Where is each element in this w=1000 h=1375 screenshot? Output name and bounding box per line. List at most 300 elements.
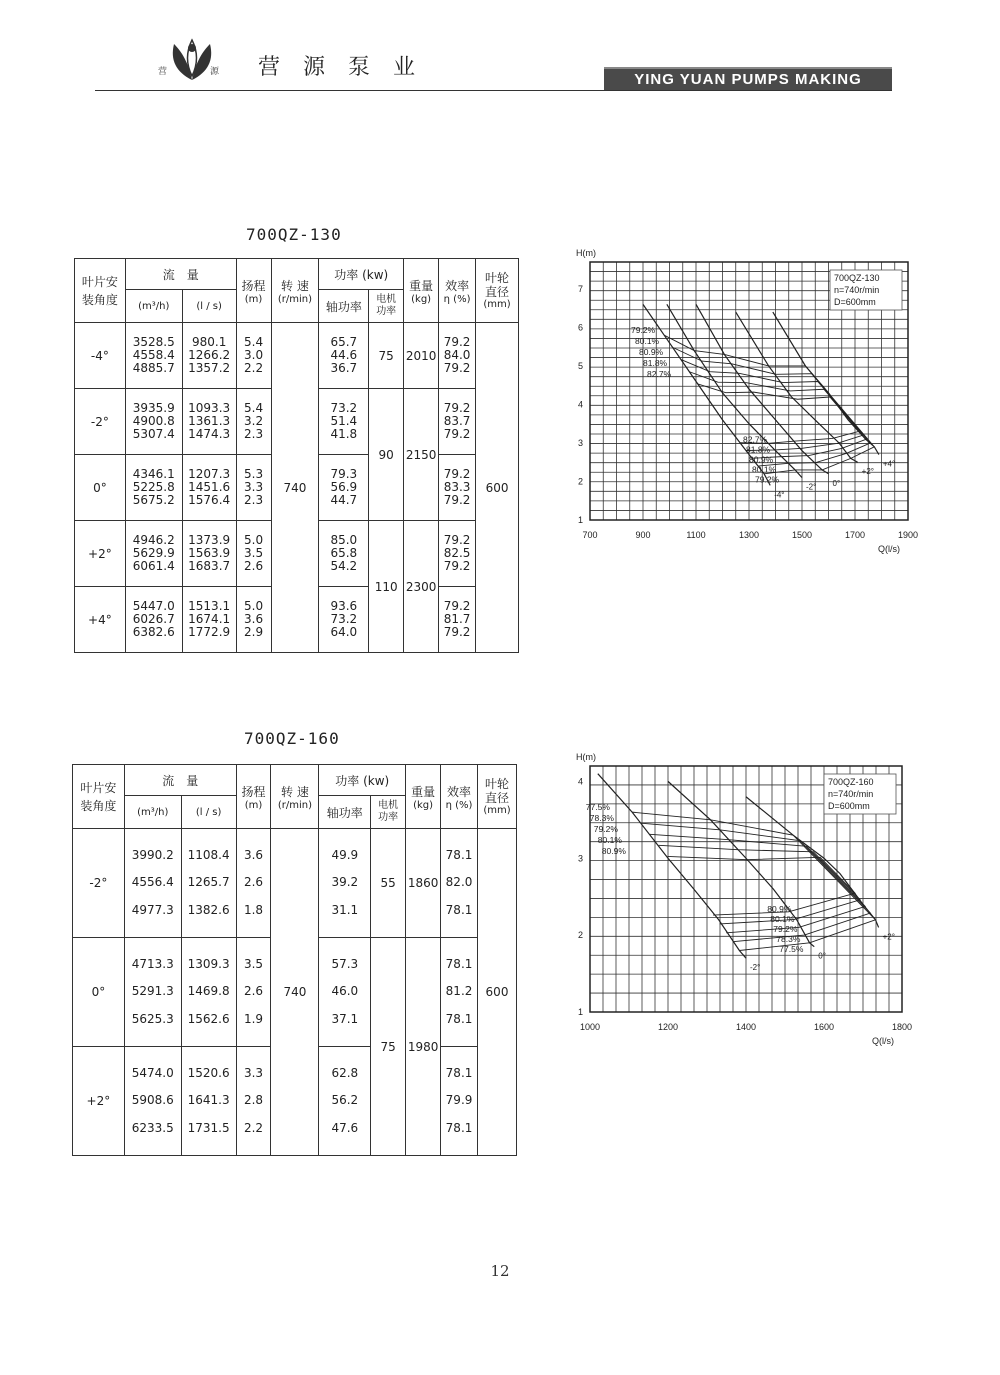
y-tick-label: 5 (577, 360, 583, 371)
header-speed: 转 速 (281, 784, 309, 799)
efficiency-label: 80.1% (752, 464, 777, 475)
shaft-power: 73.2 (330, 612, 358, 626)
head-cell (236, 1047, 271, 1156)
page-number: 12 (490, 1262, 510, 1280)
efficiency-label: 82.7% (647, 369, 672, 380)
x-axis-label: Q(l/s) (872, 1036, 894, 1046)
efficiency: 78.1 (445, 1120, 473, 1135)
impeller-diameter: 600 (478, 829, 517, 1156)
header-shaft-power: 轴功率 (319, 796, 371, 829)
shaft-power: 44.7 (330, 493, 358, 507)
efficiency-label: 80.9% (639, 347, 664, 358)
head: 2.6 (243, 875, 264, 890)
shaft-power: 64.0 (330, 625, 358, 639)
flow-ls: 1772.9 (188, 625, 231, 639)
flow-m3h: 5675.2 (132, 493, 175, 507)
flow-ls: 1093.3 (188, 401, 231, 415)
efficiency-label: 80.9% (749, 454, 774, 465)
flow-m3h: 6382.6 (132, 625, 175, 639)
brand-name: 营 源 泵 业 (258, 55, 423, 80)
motor-power: 90 (369, 389, 404, 521)
efficiency: 79.9 (445, 1093, 473, 1108)
flow-ls: 1562.6 (187, 1011, 230, 1026)
y-tick-label: 6 (577, 322, 583, 333)
weight: 1860 (406, 829, 441, 938)
head-curve-plus2deg (746, 797, 879, 928)
flow-m3h: 6061.4 (132, 559, 175, 573)
efficiency: 83.7 (443, 414, 471, 428)
header-efficiency: 效率 (447, 784, 472, 799)
shaft-power: 47.6 (331, 1120, 359, 1135)
efficiency-contour (650, 834, 865, 933)
header-head-cell (236, 259, 271, 323)
flow-m3h: 4885.7 (132, 361, 175, 375)
flow-m3h: 3990.2 (131, 847, 174, 862)
y-tick-label: 4 (577, 776, 583, 787)
y-tick-label: 1 (577, 1007, 583, 1017)
efficiency: 79.2 (443, 467, 471, 481)
weight: 2300 (404, 521, 439, 653)
flow-m3h: 5625.3 (131, 1011, 174, 1026)
flow-m3h: 3935.9 (132, 401, 175, 415)
head: 2.2 (243, 1120, 264, 1135)
header-weight-unit: (kg) (413, 799, 434, 811)
y-axis-label: H(m) (576, 248, 596, 258)
y-tick-label: 2 (577, 476, 583, 487)
flow-m3h-cell (125, 323, 182, 389)
efficiency: 79.2 (443, 335, 471, 349)
efficiency: 79.2 (443, 401, 471, 415)
shaft-power: 36.7 (330, 361, 358, 375)
header-speed: 转 速 (281, 278, 309, 293)
head: 2.2 (244, 361, 264, 375)
efficiency: 78.1 (445, 902, 473, 917)
flow-ls: 1474.3 (188, 427, 231, 441)
head: 3.3 (244, 480, 264, 494)
efficiency-label: 80.1% (635, 336, 660, 347)
flow-ls: 1674.1 (188, 612, 231, 626)
efficiency: 84.0 (443, 348, 471, 362)
speed: 740 (271, 829, 319, 1156)
head: 2.6 (244, 559, 264, 573)
flow-m3h: 4556.4 (131, 875, 174, 890)
efficiency-cell (439, 389, 476, 455)
head: 1.8 (243, 902, 264, 917)
performance-chart-700qz-160 (560, 752, 920, 1055)
head: 2.9 (244, 625, 264, 639)
shaft-power: 73.2 (330, 401, 358, 415)
header-speed-cell (271, 259, 319, 323)
angle-label: +2° (882, 932, 895, 942)
flow-m3h: 5908.6 (131, 1093, 174, 1108)
header-flow-ls: (l / s) (181, 796, 236, 829)
flow-m3h-cell (125, 587, 182, 653)
x-tick-label: 1200 (657, 1022, 679, 1032)
info-text: n=740r/min (828, 789, 874, 799)
efficiency: 79.2 (443, 599, 471, 613)
head-cell (236, 829, 271, 938)
efficiency-label: 79.2% (631, 325, 656, 336)
header-impeller: 叶轮直径 (485, 271, 510, 299)
shaft-power: 56.2 (331, 1093, 359, 1108)
head: 5.4 (244, 401, 264, 415)
blade-angle: -4° (75, 323, 126, 389)
efficiency-cell (441, 938, 478, 1047)
shaft-power-cell (319, 587, 369, 653)
header-speed-cell (271, 765, 319, 829)
head-cell (236, 938, 271, 1047)
flow-m3h: 5225.8 (132, 480, 175, 494)
efficiency-label: 81.8% (746, 444, 771, 455)
header-weight-cell (404, 259, 439, 323)
shaft-power: 57.3 (331, 956, 359, 971)
performance-chart-700qz-130 (560, 248, 920, 561)
x-tick-label: 1100 (686, 530, 706, 540)
header-motor-power: 电机功率 (369, 290, 404, 323)
y-tick-label: 4 (577, 399, 583, 410)
speed: 740 (271, 323, 319, 653)
weight: 1980 (406, 938, 441, 1156)
head: 3.2 (244, 414, 264, 428)
efficiency: 78.1 (445, 956, 473, 971)
weight: 2150 (404, 389, 439, 521)
efficiency-label: 81.8% (643, 358, 668, 369)
flow-ls: 1563.9 (188, 546, 231, 560)
flow-ls: 1683.7 (188, 559, 231, 573)
efficiency: 78.1 (445, 1011, 473, 1026)
header-efficiency-unit: η (%) (443, 293, 471, 305)
x-tick-label: 1700 (844, 530, 866, 540)
header-power: 功率 (kw) (319, 259, 404, 290)
header-head: 扬程 (241, 278, 266, 293)
efficiency-label: 77.5% (779, 943, 804, 954)
efficiency-cell (439, 323, 476, 389)
head-curve-minus2deg (667, 304, 802, 477)
flow-ls-cell (182, 389, 236, 455)
model-title-700qz-160: 700QZ-160 (244, 729, 340, 748)
shaft-power: 65.8 (330, 546, 358, 560)
flow-ls: 1373.9 (188, 533, 231, 547)
header-flow: 流 量 (125, 259, 236, 290)
x-tick-label: 1800 (891, 1022, 913, 1032)
y-tick-label: 1 (577, 515, 583, 525)
head: 5.3 (244, 467, 264, 481)
flow-m3h-cell (124, 1047, 181, 1156)
shaft-power: 79.3 (330, 467, 358, 481)
blade-angle: 0° (75, 455, 126, 521)
y-tick-label: 3 (577, 437, 583, 448)
info-text: D=600mm (828, 801, 870, 811)
efficiency-label: 78.3% (776, 933, 801, 944)
shaft-power: 39.2 (331, 875, 359, 890)
flow-ls: 1108.4 (187, 847, 230, 862)
shaft-power-cell (319, 938, 371, 1047)
efficiency-label: 79.2% (593, 824, 618, 835)
efficiency-label: 80.9% (767, 903, 792, 914)
shaft-power-cell (319, 521, 369, 587)
flow-ls: 1641.3 (187, 1093, 230, 1108)
efficiency-cell (441, 829, 478, 938)
efficiency-contour (689, 372, 863, 451)
header-weight-cell (406, 765, 441, 829)
info-text: n=740r/min (834, 285, 880, 295)
flow-ls-cell (182, 323, 236, 389)
header-power: 功率 (kw) (319, 765, 406, 796)
efficiency: 79.2 (443, 533, 471, 547)
header-weight: 重量 (411, 784, 436, 799)
efficiency: 83.3 (443, 480, 471, 494)
weight: 2010 (404, 323, 439, 389)
shaft-power-cell (319, 455, 369, 521)
flow-m3h: 4558.4 (132, 348, 175, 362)
header-flow: 流 量 (124, 765, 236, 796)
x-tick-label: 700 (582, 530, 598, 540)
header-flow-m3h: (m³/h) (124, 796, 181, 829)
motor-power: 55 (371, 829, 406, 938)
flow-m3h: 5447.0 (132, 599, 175, 613)
blade-angle: +2° (73, 1047, 125, 1156)
x-tick-label: 1900 (897, 530, 919, 540)
shaft-power-cell (319, 829, 371, 938)
flow-ls: 1207.3 (188, 467, 231, 481)
angle-label: +2° (861, 467, 874, 477)
head: 3.5 (244, 546, 264, 560)
head: 2.3 (244, 427, 264, 441)
english-banner: YING YUAN PUMPS MAKING (604, 69, 892, 91)
efficiency: 82.5 (443, 546, 471, 560)
header-weight-unit: (kg) (411, 293, 432, 305)
flow-ls-cell (182, 455, 236, 521)
flow-ls: 1309.3 (187, 956, 230, 971)
efficiency: 79.2 (443, 559, 471, 573)
flow-ls: 1731.5 (187, 1120, 230, 1135)
y-tick-label: 3 (577, 853, 583, 864)
x-tick-label: 1300 (738, 530, 760, 540)
header-motor-power: 电机功率 (371, 796, 406, 829)
shaft-power: 41.8 (330, 427, 358, 441)
efficiency: 81.2 (445, 984, 473, 999)
flow-m3h: 3528.5 (132, 335, 175, 349)
flow-ls: 1265.7 (187, 875, 230, 890)
flow-m3h: 4346.1 (132, 467, 175, 481)
efficiency-label: 80.9% (601, 846, 626, 857)
head-cell (236, 389, 271, 455)
header-head: 扬程 (241, 784, 266, 799)
x-tick-label: 900 (635, 530, 651, 540)
flow-m3h: 4713.3 (131, 956, 174, 971)
header-head-unit: (m) (244, 799, 263, 811)
x-tick-label: 1400 (735, 1022, 757, 1032)
spec-table-700qz-160 (72, 764, 517, 1156)
blade-angle: -2° (73, 829, 125, 938)
blade-angle: +2° (75, 521, 126, 587)
motor-power: 75 (369, 323, 404, 389)
head: 2.8 (243, 1093, 264, 1108)
efficiency-contour (641, 823, 870, 941)
flow-m3h-cell (125, 521, 182, 587)
efficiency-cell (441, 1047, 478, 1156)
angle-label: -2° (750, 963, 761, 973)
flow-m3h: 5474.0 (131, 1065, 174, 1080)
flow-m3h-cell (125, 455, 182, 521)
shaft-power-cell (319, 389, 369, 455)
flow-ls: 1266.2 (188, 348, 231, 362)
flow-ls-cell (181, 1047, 236, 1156)
header-angle: 叶片安装角度 (75, 259, 126, 323)
flow-m3h-cell (124, 938, 181, 1047)
shaft-power: 31.1 (331, 902, 359, 917)
y-axis-label: H(m) (576, 752, 596, 762)
efficiency-label: 80.1% (597, 835, 622, 846)
flow-ls: 1382.6 (187, 902, 230, 917)
angle-label: -2° (806, 482, 817, 492)
header-efficiency-unit: η (%) (445, 799, 473, 811)
shaft-power: 85.0 (330, 533, 358, 547)
head: 3.6 (244, 612, 264, 626)
shaft-power: 44.6 (330, 348, 358, 362)
flow-m3h: 6233.5 (131, 1120, 174, 1135)
x-tick-label: 1600 (813, 1022, 835, 1032)
motor-power: 75 (371, 938, 406, 1156)
flow-m3h: 5291.3 (131, 984, 174, 999)
flow-m3h: 4900.8 (132, 414, 175, 428)
info-text: 700QZ-130 (834, 273, 880, 283)
angle-label: 0° (818, 951, 826, 961)
header-impeller: 叶轮直径 (484, 777, 509, 805)
head: 3.6 (243, 847, 264, 862)
efficiency: 79.2 (443, 493, 471, 507)
head: 5.4 (244, 335, 264, 349)
efficiency: 78.1 (445, 847, 473, 862)
efficiency: 79.2 (443, 625, 471, 639)
flow-ls: 1469.8 (187, 984, 230, 999)
angle-label: -4° (774, 490, 785, 500)
header-impeller-unit: (mm) (483, 299, 511, 310)
header-weight: 重量 (409, 278, 434, 293)
header-speed-unit: (r/min) (277, 799, 312, 811)
head-cell (236, 323, 271, 389)
header-flow-ls: (l / s) (182, 290, 236, 323)
shaft-power: 51.4 (330, 414, 358, 428)
flow-m3h-cell (124, 829, 181, 938)
flow-m3h: 5307.4 (132, 427, 175, 441)
efficiency-label: 79.2% (755, 474, 780, 485)
efficiency: 79.2 (443, 427, 471, 441)
efficiency-cell (439, 587, 476, 653)
angle-label: +4° (882, 459, 896, 469)
blade-angle: -2° (75, 389, 126, 455)
head: 1.9 (243, 1011, 264, 1026)
shaft-power: 93.6 (330, 599, 358, 613)
header-impeller-unit: (mm) (483, 805, 511, 816)
shaft-power: 37.1 (331, 1011, 359, 1026)
efficiency: 78.1 (445, 1065, 473, 1080)
model-title-700qz-130: 700QZ-130 (246, 225, 342, 244)
shaft-power: 54.2 (330, 559, 358, 573)
header-flow-m3h: (m³/h) (125, 290, 182, 323)
head-cell (236, 455, 271, 521)
efficiency: 82.0 (445, 875, 473, 890)
header-speed-unit: (r/min) (277, 293, 313, 305)
shaft-power-cell (319, 323, 369, 389)
head-curve-minus2deg (598, 774, 746, 959)
x-axis-label: Q(l/s) (878, 544, 900, 554)
impeller-diameter: 600 (476, 323, 519, 653)
shaft-power: 46.0 (331, 984, 359, 999)
header-efficiency: 效率 (445, 278, 470, 293)
flow-ls-cell (182, 587, 236, 653)
logo-char-left: 营 (158, 67, 168, 77)
efficiency-cell (439, 455, 476, 521)
header-head-unit: (m) (244, 293, 263, 305)
header-eff-cell (441, 765, 478, 829)
flow-m3h-cell (125, 389, 182, 455)
flow-ls: 1513.1 (188, 599, 231, 613)
flow-m3h: 5629.9 (132, 546, 175, 560)
shaft-power: 56.9 (330, 480, 358, 494)
flow-ls-cell (181, 829, 236, 938)
head-cell (236, 587, 271, 653)
head: 3.0 (244, 348, 264, 362)
flow-ls: 980.1 (191, 335, 227, 349)
flow-ls: 1361.3 (188, 414, 231, 428)
logo-char-right: 源 (210, 67, 220, 77)
efficiency-label: 80.1% (770, 913, 795, 924)
efficiency-label: 82.7% (743, 434, 768, 445)
efficiency-label: 77.5% (585, 802, 610, 813)
info-text: 700QZ-160 (828, 777, 874, 787)
flow-m3h: 4977.3 (131, 902, 174, 917)
head: 5.0 (244, 533, 264, 547)
header-eff-cell (439, 259, 476, 323)
header-impeller-cell (478, 765, 517, 829)
efficiency: 81.7 (443, 612, 471, 626)
table-row (73, 829, 517, 938)
spec-table-700qz-130 (74, 258, 519, 653)
motor-power: 110 (369, 521, 404, 653)
y-tick-label: 7 (577, 283, 583, 294)
flow-ls: 1357.2 (188, 361, 231, 375)
head-cell (236, 521, 271, 587)
flow-ls: 1520.6 (187, 1065, 230, 1080)
efficiency-cell (439, 521, 476, 587)
table-row (75, 323, 519, 389)
shaft-power: 65.7 (330, 335, 358, 349)
header-head-cell (236, 765, 271, 829)
blade-angle: 0° (73, 938, 125, 1047)
info-text: D=600mm (834, 297, 876, 307)
shaft-power: 49.9 (331, 847, 359, 862)
header-impeller-cell (476, 259, 519, 323)
flow-ls: 1451.6 (188, 480, 231, 494)
flow-ls-cell (181, 938, 236, 1047)
head: 2.3 (244, 493, 264, 507)
efficiency: 79.2 (443, 361, 471, 375)
efficiency-label: 78.3% (589, 813, 614, 824)
blade-angle: +4° (75, 587, 126, 653)
head: 2.6 (243, 984, 264, 999)
efficiency-label: 79.2% (773, 923, 798, 934)
angle-label: 0° (832, 478, 841, 488)
y-tick-label: 2 (577, 930, 583, 941)
header-divider (95, 90, 892, 91)
flow-m3h: 4946.2 (132, 533, 175, 547)
shaft-power-cell (319, 1047, 371, 1156)
header-angle: 叶片安装角度 (73, 765, 125, 829)
header-shaft-power: 轴功率 (319, 290, 369, 323)
x-tick-label: 1000 (579, 1022, 601, 1032)
flow-ls: 1576.4 (188, 493, 231, 507)
